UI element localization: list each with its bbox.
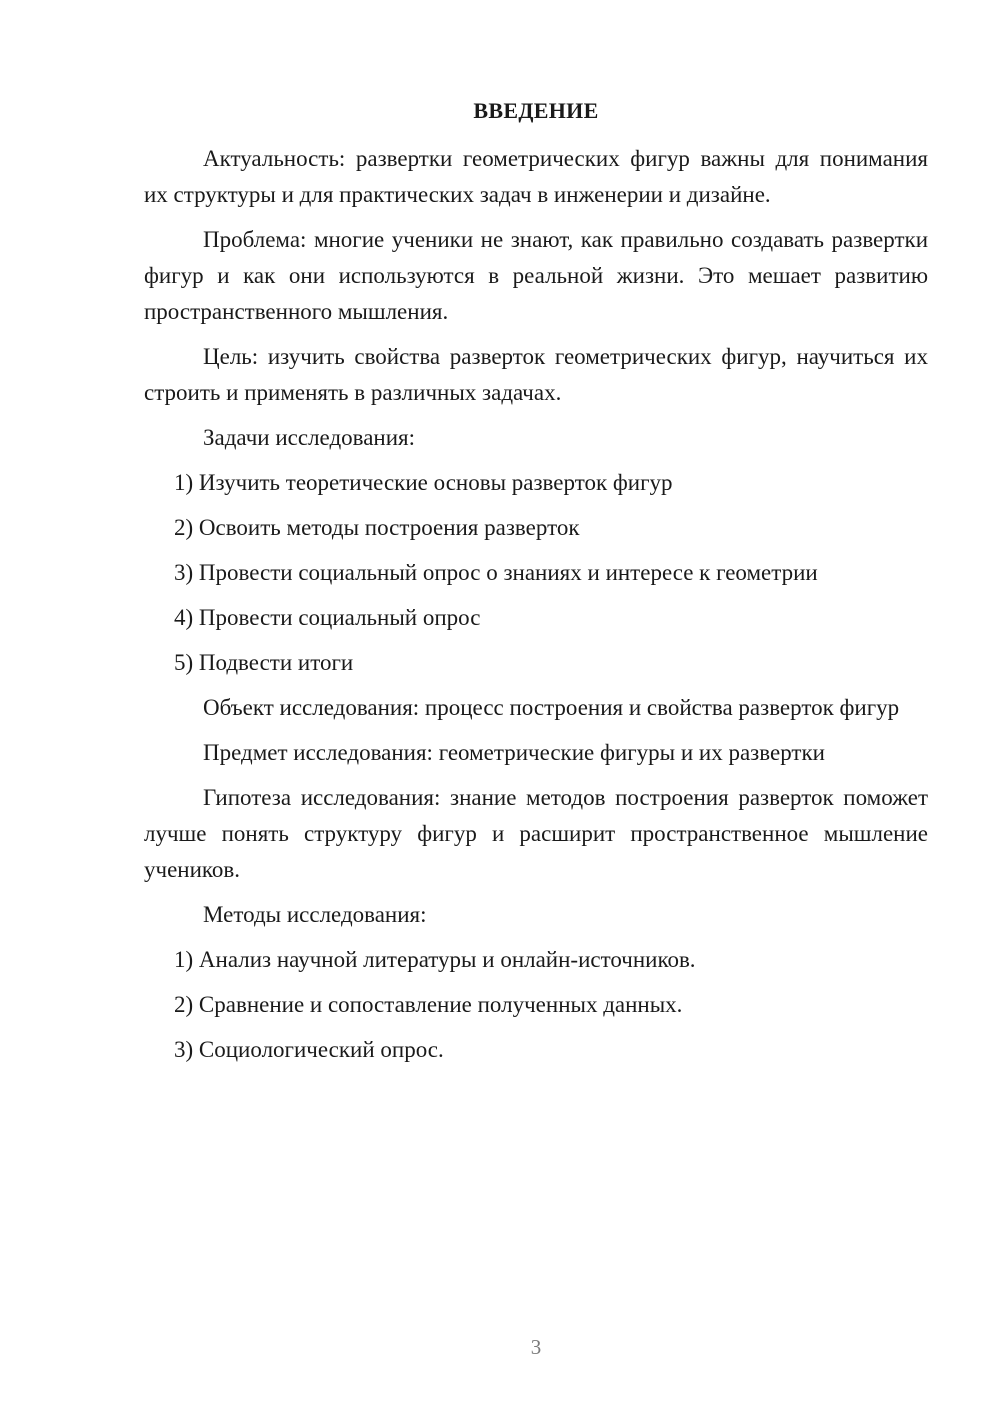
method-item: 1) Анализ научной литературы и онлайн-источников. <box>174 947 696 972</box>
problem-paragraph: Проблема: многие ученики не знают, как правильно создавать развертки фигур и как они используются в реальной жизни. Это мешает развитию пространственного мышления. <box>144 227 928 324</box>
tasks-title: Задачи исследования: <box>203 425 416 450</box>
task-item: 3) Провести социальный опрос о знаниях и интересе к геометрии <box>174 560 818 585</box>
task-item: 5) Подвести итоги <box>174 650 354 675</box>
section-heading: ВВЕДЕНИЕ <box>473 98 599 123</box>
methods-title: Методы исследования: <box>203 902 427 927</box>
subject-paragraph: Предмет исследования: геометрические фигуры и их развертки <box>203 740 825 765</box>
task-item: 4) Провести социальный опрос <box>174 605 481 630</box>
goal-paragraph: Цель: изучить свойства разверток геометрических фигур, научиться их строить и применять в различных задачах. <box>144 344 928 405</box>
task-item: 2) Освоить методы построения разверток <box>174 515 580 540</box>
method-item: 2) Сравнение и сопоставление полученных данных. <box>174 992 683 1017</box>
hypothesis-paragraph: Гипотеза исследования: знание методов построения разверток поможет лучше понять структуру фигур и расширит пространственное мышление учеников. <box>144 785 928 882</box>
task-item: 1) Изучить теоретические основы разверток фигур <box>174 470 673 495</box>
page-number: 3 <box>530 1335 542 1359</box>
document-body <box>144 141 928 1077</box>
relevance-paragraph: Актуальность: развертки геометрических фигур важны для понимания их структуры и для практических задач в инженерии и дизайне. <box>144 146 928 207</box>
object-paragraph: Объект исследования: процесс построения и свойства разверток фигур <box>203 695 900 720</box>
method-item: 3) Социологический опрос. <box>174 1037 444 1062</box>
